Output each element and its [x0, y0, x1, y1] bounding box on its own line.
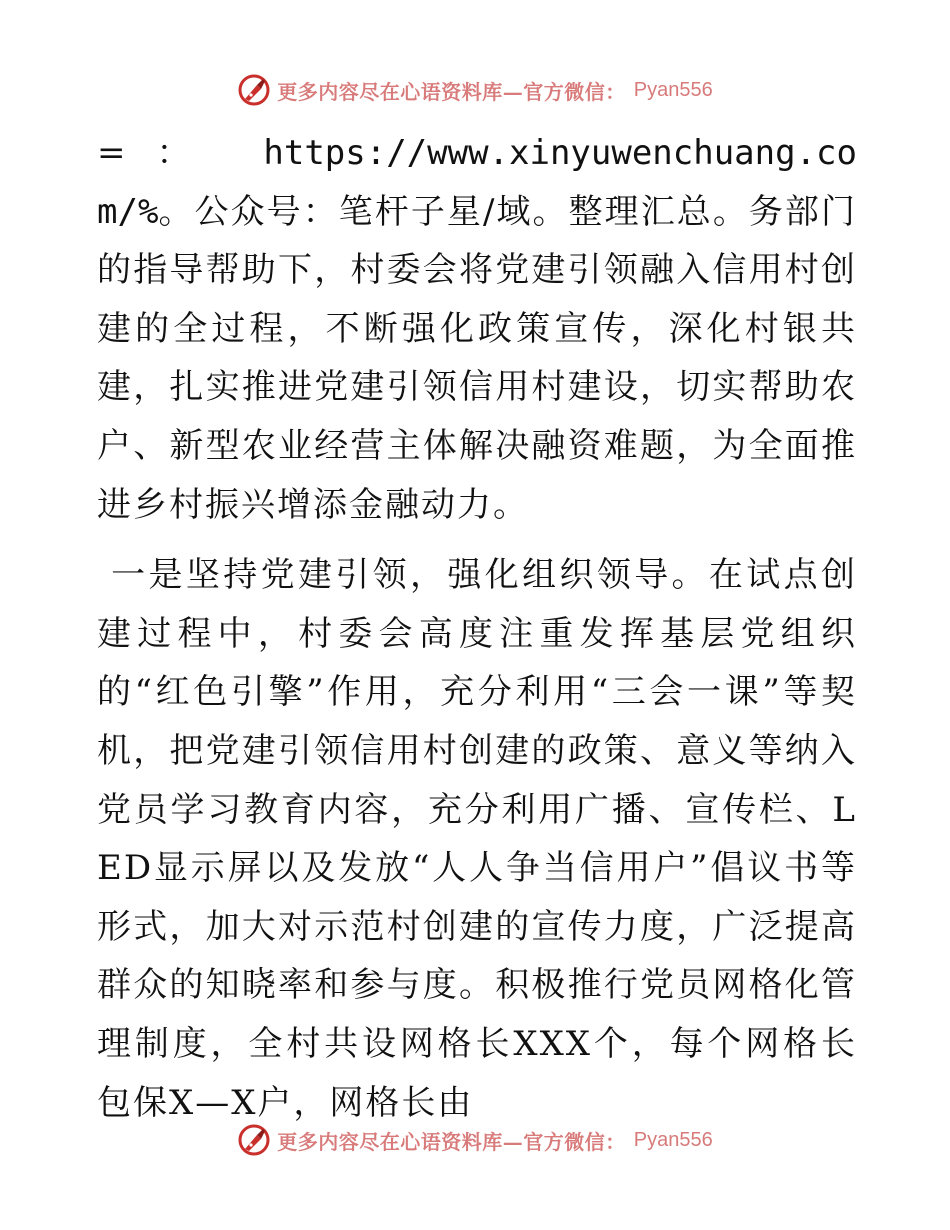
- wechat-id: Pyan556: [633, 1128, 713, 1151]
- paragraph-text: 。公众号：笔杆子星/域。整理汇总。务部门的指导帮助下，村委会将党建引领融入信用村创建的全过程，不断强化政策宣传，深化村银共建，扎实推进党建引领信用村建设，切实帮助农户、新型农业经营主体解决融资难题，为全面推进乡村振兴增添金融动力。: [97, 191, 857, 525]
- footer-banner: [0, 1120, 950, 1160]
- document-body: [97, 124, 857, 1132]
- paragraph-prefix: =：: [97, 133, 222, 173]
- banner-text: 更多内容尽在心语资料库—官方微信：: [277, 79, 626, 104]
- paragraph-1: [97, 124, 857, 534]
- header-banner: [0, 70, 950, 110]
- paragraph-text: 一是坚持党建引领，强化组织领导。在试点创建过程中，村委会高度注重发挥基层党组织的“红色引擎”作用，充分利用“三会一课”等契机，把党建引领信用村创建的政策、意义等纳入党员学习教育内容，充分利用广播、宣传栏、LED显示屏以及发放“人人争当信用户”倡议书等形式，加大对示范村创建的宣传力度，广泛提高群众的知晓率和参与度。积极推行党员网格化管理制度，全村共设网格长XXX个，每个网格长包保X—X户，网格长由: [97, 555, 857, 1123]
- website-url[interactable]: https://www.xinyuwenchuang.com/%: [97, 133, 857, 232]
- paragraph-2: [97, 546, 857, 1132]
- pen-nib-circle-icon: [237, 73, 271, 107]
- pen-nib-circle-icon: [237, 1123, 271, 1157]
- banner-text: 更多内容尽在心语资料库—官方微信：: [277, 1129, 626, 1154]
- wechat-id: Pyan556: [633, 78, 713, 101]
